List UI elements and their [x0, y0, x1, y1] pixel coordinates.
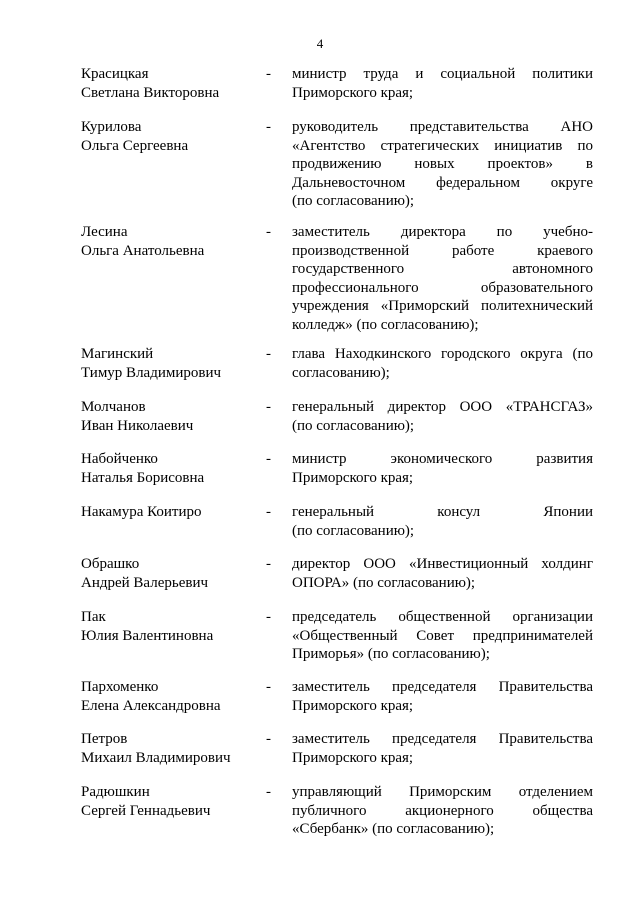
role-line: Приморского края; — [292, 749, 414, 766]
member-surname: Накамура Коитиро — [81, 504, 202, 520]
member-given-names: Иван Николаевич — [81, 418, 194, 434]
member-surname: Курилова — [81, 119, 142, 135]
member-role — [292, 450, 593, 487]
member-role — [292, 555, 593, 592]
member-name — [81, 783, 261, 821]
role-line: «Общественный Совет предпринимателей — [292, 627, 593, 644]
member-surname: Лесина — [81, 224, 128, 240]
role-line: производственной работе краевого — [292, 242, 593, 259]
role-line: глава Находкинского городского округа (по — [292, 346, 593, 362]
dash-separator: - — [266, 504, 271, 520]
role-line: заместитель председателя Правительства — [292, 731, 593, 747]
member-surname: Пархоменко — [81, 679, 159, 695]
role-line: ОПОРА» (по согласованию); — [292, 574, 476, 591]
role-line: Приморского края; — [292, 469, 414, 486]
member-role — [292, 678, 593, 715]
dash-separator: - — [266, 346, 271, 362]
page-number: 4 — [316, 36, 324, 51]
role-line: продвижению новых проектов» в — [292, 156, 593, 172]
dash-separator: - — [266, 784, 271, 800]
role-line: учреждения «Приморский политехнический — [292, 298, 593, 314]
member-name — [81, 450, 261, 488]
member-surname: Пак — [81, 609, 106, 625]
dash-separator: - — [266, 609, 271, 625]
role-line: управляющий Приморским отделением — [292, 784, 593, 800]
member-given-names: Сергей Геннадьевич — [81, 803, 211, 819]
role-line: Приморья» (по согласованию); — [292, 646, 490, 662]
dash-separator: - — [266, 224, 271, 240]
member-given-names: Елена Александровна — [81, 698, 221, 714]
role-line: согласованию); — [292, 364, 390, 381]
member-surname: Обрашко — [81, 556, 140, 572]
member-role — [292, 65, 593, 102]
dash-separator: - — [266, 731, 271, 747]
role-line: колледж» (по согласованию); — [292, 316, 479, 333]
role-line: министр труда и социальной политики — [292, 66, 593, 82]
dash-separator: - — [266, 399, 271, 415]
role-line: Приморского края; — [292, 697, 414, 714]
member-given-names: Наталья Борисовна — [81, 470, 205, 486]
member-surname: Набойченко — [81, 451, 158, 467]
member-role — [292, 608, 593, 664]
role-line: государственного автономного — [292, 261, 593, 277]
member-name — [81, 503, 261, 522]
role-line: генеральный директор ООО «ТРАНСГАЗ» — [292, 399, 593, 415]
member-given-names: Юлия Валентиновна — [81, 628, 214, 644]
member-surname: Красицкая — [81, 66, 149, 82]
member-given-names: Андрей Валерьевич — [81, 575, 209, 591]
dash-separator: - — [266, 451, 271, 467]
role-line: директор ООО «Инвестиционный холдинг — [292, 556, 593, 572]
member-name — [81, 555, 261, 593]
member-surname: Молчанов — [81, 399, 146, 415]
role-line: заместитель председателя Правительства — [292, 679, 593, 695]
member-role — [292, 345, 593, 382]
role-line: «Сбербанк» (по согласованию); — [292, 821, 495, 837]
role-line: министр экономического развития — [292, 451, 593, 467]
member-given-names: Тимур Владимирович — [81, 365, 222, 381]
member-name — [81, 608, 261, 646]
member-role — [292, 223, 593, 334]
member-surname: Магинский — [81, 346, 154, 362]
member-name — [81, 398, 261, 436]
role-line: Приморского края; — [292, 84, 414, 101]
dash-separator: - — [266, 679, 271, 695]
member-name — [81, 730, 261, 768]
member-name — [81, 223, 261, 261]
role-line: заместитель директора по учебно- — [292, 224, 593, 240]
role-line: публичного акционерного общества — [292, 802, 593, 819]
role-line: Дальневосточном федеральном округе — [292, 174, 593, 191]
member-name — [81, 678, 261, 716]
member-role — [292, 730, 593, 767]
role-line: «Агентство стратегических инициатив по — [292, 137, 593, 154]
member-given-names: Светлана Викторовна — [81, 85, 220, 101]
member-role — [292, 118, 593, 211]
role-line: профессионального образовательного — [292, 279, 593, 296]
member-name — [81, 345, 261, 383]
member-given-names: Ольга Анатольевна — [81, 243, 205, 259]
member-given-names: Ольга Сергеевна — [81, 138, 189, 154]
member-role — [292, 783, 593, 839]
member-surname: Радюшкин — [81, 784, 150, 800]
member-surname: Петров — [81, 731, 128, 747]
role-line: (по согласованию); — [292, 417, 415, 434]
role-line: руководитель представительства АНО — [292, 119, 593, 135]
member-given-names: Михаил Владимирович — [81, 750, 231, 766]
role-line: председатель общественной организации — [292, 609, 593, 625]
dash-separator: - — [266, 66, 271, 82]
role-line: генеральный консул Японии — [292, 504, 593, 520]
member-role — [292, 503, 593, 540]
member-role — [292, 398, 593, 435]
role-line: (по согласованию); — [292, 193, 415, 209]
member-name — [81, 118, 261, 156]
dash-separator: - — [266, 556, 271, 572]
role-line: (по согласованию); — [292, 522, 415, 539]
member-name — [81, 65, 261, 103]
dash-separator: - — [266, 119, 271, 135]
